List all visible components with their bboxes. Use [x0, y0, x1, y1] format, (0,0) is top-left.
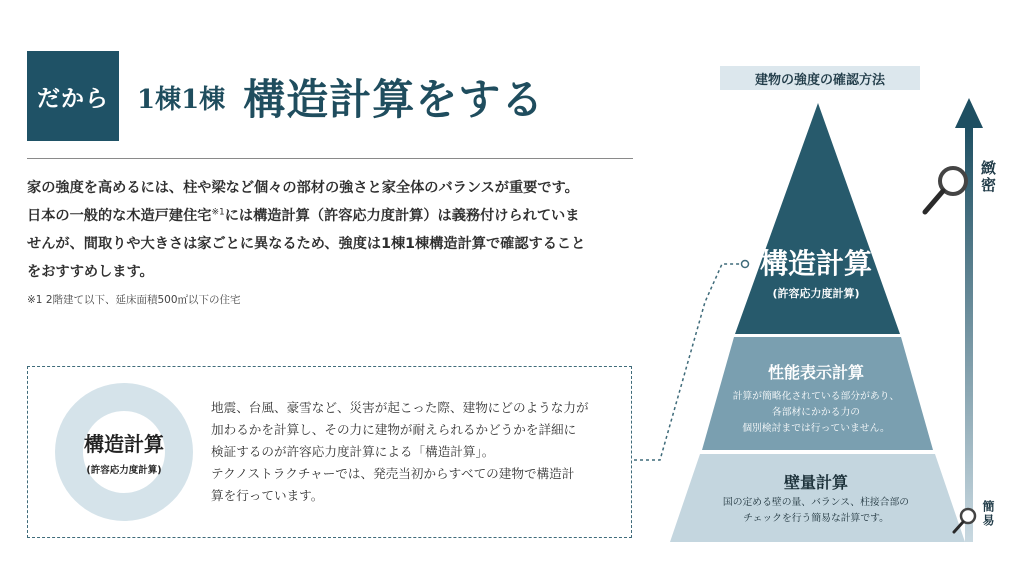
tier-2-line: 個別検討までは行っていません。 [742, 423, 890, 434]
page-title-sub: 1棟1棟 [137, 84, 226, 115]
tier-1-subtitle: (許容応力度計算) [772, 287, 860, 300]
tier-2-title: 性能表示計算 [767, 363, 864, 382]
badge-title: 構造計算 [84, 432, 164, 456]
tier-3-title: 壁量計算 [783, 473, 848, 492]
info-line: 検証するのが許容応力度計算による「構造計算」。 [211, 444, 495, 459]
intro-line-2b: には構造計算（許容応力度計算）は義務付けられていま [224, 208, 580, 224]
arrow-up-icon [955, 98, 983, 128]
intro-line: 家の強度を高めるには、柱や梁など個々の部材の強さと家全体のバランスが重要です。 [27, 180, 579, 196]
tier-3-description [696, 495, 936, 527]
scale-label-precise: 緻密 [979, 160, 997, 194]
tier-1-title: 構造計算 [759, 247, 872, 280]
tier-3-line: チェックを行う簡易な計算です。 [743, 513, 889, 524]
magnifier-icon [925, 168, 966, 212]
intro-line: せんが、間取りや大きさは家ごとに異なるため、強度は1棟1棟構造計算で確認すること [27, 236, 586, 252]
tier-2-line: 各部材にかかる力の [771, 407, 861, 418]
page-title-main: 構造計算をする [243, 75, 545, 124]
tier-3-line: 国の定める壁の量、バランス、柱接合部の [722, 497, 910, 508]
info-line: 加わるかを計算し、その力に建物が耐えられるかどうかを詳細に [211, 422, 577, 437]
tier-2-description [706, 389, 926, 437]
intro-line-2a: 日本の一般的な木造戸建住宅 [27, 208, 212, 224]
tier-2-line: 計算が簡略化されている部分があり、 [732, 391, 900, 402]
footnote: ※1 2階建て以下、延床面積500㎡以下の住宅 [27, 294, 241, 306]
diagram-title: 建物の強度の確認方法 [720, 66, 920, 90]
scale-label-simple: 簡易 [981, 500, 995, 528]
intro-line: をおすすめします。 [27, 264, 154, 280]
info-line: 算を行っています。 [211, 488, 324, 503]
footnote-marker: ※1 [211, 207, 225, 218]
scale-arrow-shaft [965, 126, 973, 542]
section-tag-label: だから [37, 85, 109, 112]
info-line: 地震、台風、豪雪など、災害が起こった際、建物にどのような力が [211, 400, 589, 415]
badge-subtitle: (許容応力度計算) [86, 465, 162, 476]
info-line: テクノストラクチャーでは、発売当初からすべての建物で構造計 [211, 466, 575, 481]
